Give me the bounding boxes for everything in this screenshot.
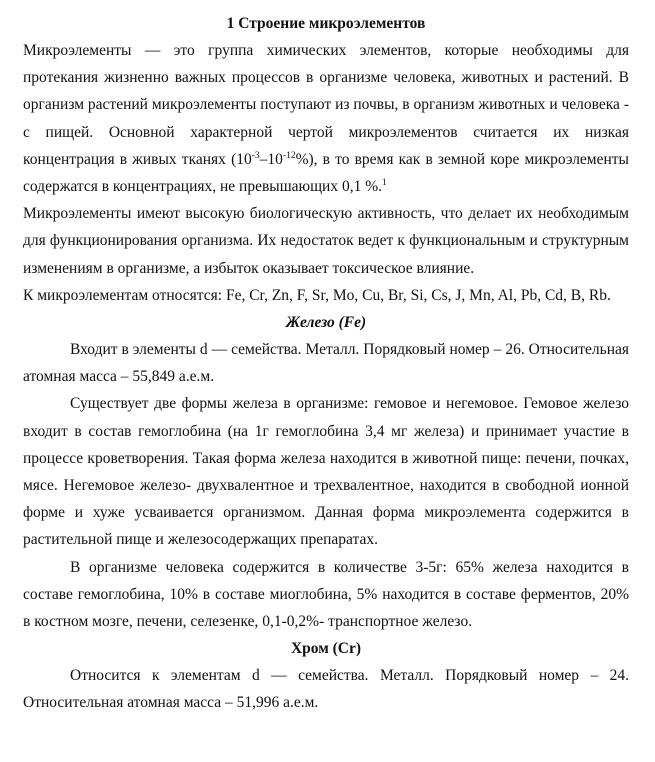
- iron-heading: Железо (Fe): [285, 314, 367, 332]
- intro-paragraph-1: [23, 37, 629, 200]
- iron-paragraph-1: Входит в элементы d — семейства. Металл. Порядковый номер – 26. Относительная атомная масса – 55,849 а.е.м.: [23, 341, 629, 386]
- chromium-paragraph-1: Относится к элементам d — семейства. Металл. Порядковый номер – 24. Относительная атомная масса – 51,996 а.е.м.: [23, 667, 629, 712]
- intro-p1-text: Микроэлементы — это группа химических элементов, которые необходимы для протекания жизненно важных процессов в организме человека, животных и растений. В организм растений микроэлементы поступают из почвы, в организм животных и человека - с пищей. Основной характерной чертой микроэлементов считается их низкая концентрация в живых тканях (10: [23, 42, 629, 168]
- intro-paragraph-2: Микроэлементы имеют высокую биологическую активность, что делает их необходимым для функционирования организма. Их недостаток ведет к функциональным и структурным изменениям в организме, а избыток оказывает токсическое влияние.: [23, 205, 629, 277]
- section-title: 1 Строение микроэлементов: [226, 15, 426, 32]
- intro-p1-range: –10: [259, 150, 283, 168]
- footnote-marker[interactable]: 1: [382, 178, 387, 189]
- exponent-min: -3: [251, 150, 260, 161]
- chromium-heading: Хром (Cr): [290, 640, 362, 658]
- iron-paragraph-2: Существует две формы железа в организме: гемовое и негемовое. Гемовое железо входит в состав гемоглобина (на 1г гемоглобина 3,4 мг железа) и принимает участие в процессе кроветворения. Такая форма железа находится в животной пище: печени, почках, мясе. Негемовое железо- двухвалентное и трехвалентное, находится в свободной ионной форме и хуже усваивается организмом. Данная форма микроэлемента содержится в растительной пище и железосодержащих препаратах.: [23, 395, 629, 549]
- intro-p1-end: %), в то время как в земной коре микроэлементы содержатся в концентрациях, не превышающих 0,1 %.: [23, 150, 629, 196]
- exponent-max: -12: [282, 150, 296, 161]
- intro-paragraph-3: К микроэлементам относятся: Fe, Cr, Zn, F, Sr, Mo, Cu, Br, Si, Cs, J, Mn, Al, Pb, Cd, B, Rb.: [23, 286, 611, 304]
- iron-paragraph-3: В организме человека содержится в количестве 3-5г: 65% железа находится в составе гемоглобина, 10% в составе миоглобина, 5% находится в составе ферментов, 20% в костном мозге, печени, селезенке, 0,1-0,2%- транспортное железо.: [23, 558, 629, 631]
